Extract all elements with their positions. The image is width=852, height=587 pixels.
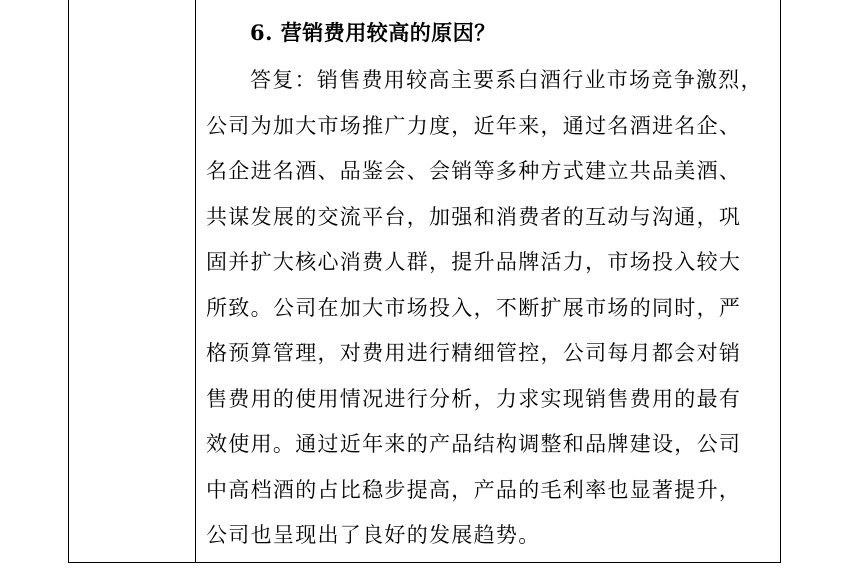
answer-line: 固并扩大核心消费人群，提升品牌活力，市场投入较大 (206, 250, 742, 274)
answer-line: 中高档酒的占比稳步提高，产品的毛利率也显著提升， (206, 477, 742, 502)
answer-line: 效使用。通过近年来的产品结构调整和品牌建设，公司 (206, 432, 742, 456)
answer-line: 公司也呈现出了良好的发展趋势。 (206, 523, 541, 547)
answer-line: 共谋发展的交流平台，加强和消费者的互动与沟通，巩 (206, 204, 742, 229)
table-label-cell (69, 0, 195, 562)
answer-paragraph (206, 62, 772, 563)
table-content-cell (196, 0, 780, 562)
question-heading: 6. 营销费用较高的原因？ (250, 20, 496, 45)
answer-line: 公司为加大市场推广力度，近年来，通过名酒进名企、 (206, 113, 742, 138)
answer-line: 名企进名酒、品鉴会、会销等多种方式建立共品美酒、 (206, 159, 742, 183)
answer-line: 答复：销售费用较高主要系白酒行业市场竞争激烈， (250, 68, 763, 92)
answer-line: 售费用的使用情况进行分析，力求实现销售费用的最有 (206, 386, 742, 411)
answer-line: 格预算管理，对费用进行精细管控，公司每月都会对销 (206, 341, 742, 365)
answer-line: 所致。公司在加大市场投入，不断扩展市场的同时，严 (206, 295, 742, 320)
table-right-border (780, 0, 781, 563)
